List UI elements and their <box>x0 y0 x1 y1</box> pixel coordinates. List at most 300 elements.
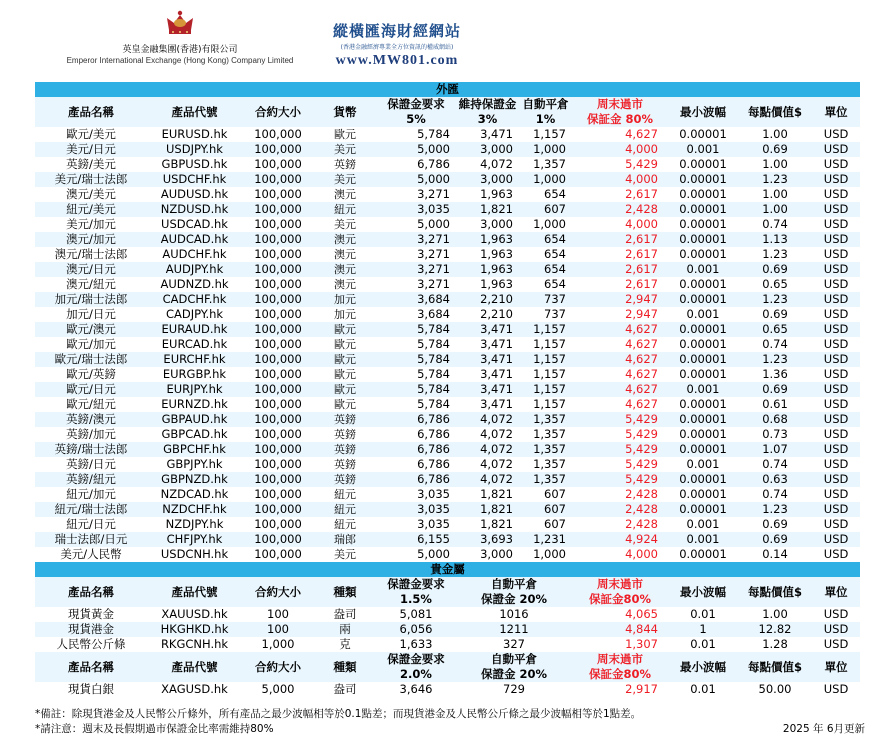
table-cell: 6,786 <box>376 472 456 487</box>
table-cell: AUDCHF.hk <box>162 247 227 261</box>
table-cell: 654 <box>519 262 572 277</box>
table-cell: 美元 <box>334 218 356 231</box>
table-cell: USD <box>823 157 849 171</box>
table-cell: 兩 <box>314 622 376 637</box>
column-header-label: 自動平倉 <box>491 577 537 591</box>
table-cell: 2,617 <box>625 277 658 291</box>
table-cell: 2,210 <box>456 292 519 307</box>
table-cell: 5,784 <box>417 127 450 141</box>
column-header-label: 自動平倉 <box>522 97 569 111</box>
table-cell: 澳元 <box>334 188 356 201</box>
table-cell: 0.00001 <box>679 277 727 291</box>
table-cell: 1.23 <box>738 502 812 517</box>
table-row <box>35 412 860 427</box>
table-cell: 1,963 <box>480 247 513 261</box>
table-cell: USDCNH.hk <box>160 547 229 561</box>
table-cell: 0.01 <box>690 637 716 651</box>
table-cell: 英鎊/日元 <box>66 457 116 471</box>
table-cell: 3,271 <box>376 262 456 277</box>
table-cell: 0.65 <box>762 277 788 291</box>
table-cell: 654 <box>519 232 572 247</box>
table-cell: 歐元 <box>334 398 356 411</box>
table-cell: 100,000 <box>254 457 302 471</box>
table-cell: USD <box>823 637 849 651</box>
column-header <box>812 97 860 127</box>
table-cell: 100,000 <box>242 142 314 157</box>
table-cell: USD <box>812 142 860 157</box>
table-cell: 100,000 <box>242 262 314 277</box>
table-cell: 歐元/英鎊 <box>66 367 116 381</box>
table-cell: 1,821 <box>456 502 519 517</box>
table-cell: 100,000 <box>254 127 302 141</box>
table-cell: 1,821 <box>480 517 513 531</box>
table-cell: 瑞郎 <box>314 532 376 547</box>
table-cell: 3,646 <box>399 682 433 696</box>
column-header <box>456 652 572 682</box>
column-header-label: 最小波幅 <box>680 585 726 599</box>
table-cell: 2,428 <box>572 502 668 517</box>
table-cell: 100 <box>267 607 289 621</box>
table-cell: 1,963 <box>456 262 519 277</box>
table-cell: 歐元/美元 <box>66 127 116 141</box>
table-cell: 1,963 <box>456 232 519 247</box>
site-tagline: (香港金融經濟專業全方位資訊的權威網站) <box>340 44 454 51</box>
table-cell: 澳元/瑞士法郎 <box>54 247 128 261</box>
table-cell: 英鎊/紐元 <box>35 472 147 487</box>
table-cell: 4,627 <box>572 322 668 337</box>
table-cell: CADCHF.hk <box>147 292 242 307</box>
column-header-label: 合約大小 <box>255 585 301 599</box>
table-cell: 英鎊/澳元 <box>35 412 147 427</box>
table-cell: 1,357 <box>533 457 566 471</box>
column-header-label: 周末過市 <box>597 97 643 111</box>
table-cell: 0.69 <box>738 532 812 547</box>
table-cell: 0.69 <box>738 382 812 397</box>
column-header <box>242 577 314 607</box>
table-cell: 5,000 <box>417 217 450 231</box>
table-cell: 654 <box>544 187 566 201</box>
table-cell: 英鎊/瑞士法郎 <box>35 442 147 457</box>
table-cell: 1.36 <box>762 367 788 381</box>
table-cell: 2,947 <box>572 292 668 307</box>
table-cell: 3,035 <box>376 502 456 517</box>
column-header-sub: 1% <box>535 112 556 126</box>
table-row <box>35 367 860 382</box>
table-cell: 現貨白銀 <box>68 682 114 696</box>
table-cell: USD <box>823 607 849 621</box>
table-cell: 100,000 <box>242 292 314 307</box>
table-cell: 4,627 <box>625 367 658 381</box>
table-cell: 0.00001 <box>668 232 738 247</box>
column-header-label: 合約大小 <box>255 105 301 119</box>
table-cell: 歐元 <box>334 368 356 381</box>
table-cell: 4,627 <box>572 352 668 367</box>
table-row <box>35 127 860 142</box>
table-cell: 6,155 <box>376 532 456 547</box>
table-cell: EURNZD.hk <box>161 397 228 411</box>
column-header <box>242 652 314 682</box>
table-row <box>35 202 860 217</box>
table-cell: 3,000 <box>480 547 513 561</box>
table-cell: 0.00001 <box>679 247 727 261</box>
table-cell: 737 <box>544 307 566 321</box>
table-cell: GBPCHF.hk <box>147 442 242 457</box>
table-cell: 0.69 <box>762 517 788 531</box>
table-cell: 0.69 <box>738 142 812 157</box>
table-cell: 0.00001 <box>668 172 738 187</box>
table-cell: 0.74 <box>762 487 788 501</box>
table-row <box>35 157 860 172</box>
table-cell: 100,000 <box>242 442 314 457</box>
table-cell: 1.00 <box>762 127 788 141</box>
column-header <box>314 97 376 127</box>
table-cell: 0.001 <box>686 517 720 531</box>
table-cell: 4,065 <box>625 607 658 621</box>
table-cell: 英鎊/加元 <box>66 427 116 441</box>
table-cell: 盎司 <box>333 607 357 621</box>
table-row <box>35 217 860 232</box>
table-cell: 歐元 <box>314 352 376 367</box>
table-row <box>35 172 860 187</box>
table-cell: 100,000 <box>242 502 314 517</box>
table-row <box>35 547 860 562</box>
column-header-sub: 保証金 80% <box>586 112 654 126</box>
section-title: 外匯 <box>35 82 860 97</box>
table-cell: 4,000 <box>572 172 668 187</box>
table-cell: 4,072 <box>456 472 519 487</box>
table-cell: 3,471 <box>480 397 513 411</box>
table-cell: 加元 <box>314 292 376 307</box>
table-cell: 歐元/日元 <box>35 382 147 397</box>
column-header <box>456 577 572 607</box>
table-cell: USD <box>812 502 860 517</box>
table-cell: 4,000 <box>572 142 668 157</box>
note-min-tick: *備註：除現貨港金及人民幣公斤條外，所有產品之最少波幅相等於0.1點差；而現貨港金及人民幣公斤條之最少波幅相等於1點差。 <box>35 708 642 720</box>
table-cell: 100,000 <box>254 427 302 441</box>
table-cell: 5,429 <box>572 472 668 487</box>
table-cell: 1,633 <box>399 637 433 651</box>
table-cell: USD <box>823 337 849 351</box>
table-cell: 100,000 <box>242 472 314 487</box>
table-cell: 歐元 <box>314 322 376 337</box>
table-cell: 2,947 <box>625 307 658 321</box>
table-cell: 4,627 <box>625 397 658 411</box>
table-cell: 100,000 <box>242 172 314 187</box>
table-cell: GBPCAD.hk <box>161 427 228 441</box>
table-cell: USDCAD.hk <box>161 217 228 231</box>
table-cell: 加元/瑞士法郎 <box>35 292 147 307</box>
column-header <box>668 97 738 127</box>
table-cell: EURUSD.hk <box>161 127 228 141</box>
table-cell: USD <box>812 532 860 547</box>
table-cell: 5,429 <box>625 157 658 171</box>
column-header-sub: 3% <box>477 112 498 126</box>
table-cell: 100,000 <box>242 382 314 397</box>
table-cell: 100,000 <box>254 187 302 201</box>
table-cell: 2,617 <box>572 262 668 277</box>
column-header-label: 產品名稱 <box>68 585 114 599</box>
column-header-label: 保證金要求 <box>387 577 445 591</box>
table-cell: 4,072 <box>456 442 519 457</box>
table-cell: 100,000 <box>242 352 314 367</box>
table-row <box>35 637 860 652</box>
site-url[interactable]: www.MW801.com <box>335 53 459 68</box>
table-cell: 1,357 <box>519 442 572 457</box>
table-cell: 5,784 <box>417 397 450 411</box>
table-cell: USD <box>812 382 860 397</box>
column-header-label: 最小波幅 <box>680 660 726 674</box>
table-cell: 12.82 <box>738 622 812 637</box>
table-cell: USD <box>823 457 849 471</box>
company-logo <box>60 10 300 65</box>
table-cell: 1,157 <box>519 322 572 337</box>
table-cell: 5,000 <box>417 547 450 561</box>
table-cell: 瑞士法郎/日元 <box>35 532 147 547</box>
column-header <box>456 97 519 127</box>
table-cell: EURCAD.hk <box>161 337 228 351</box>
table-cell: NZDCHF.hk <box>147 502 242 517</box>
table-cell: 0.001 <box>686 307 720 321</box>
table-cell: 1,000 <box>533 547 566 561</box>
table-cell: 5,000 <box>376 142 456 157</box>
table-cell: CADJPY.hk <box>165 307 224 321</box>
table-cell: 3,271 <box>376 232 456 247</box>
table-cell: 0.00001 <box>679 397 727 411</box>
column-header <box>812 652 860 682</box>
table-row <box>35 292 860 307</box>
table-cell: 1,357 <box>533 157 566 171</box>
table-cell: 1.23 <box>738 352 812 367</box>
table-cell: GBPJPY.hk <box>166 457 223 471</box>
table-cell: 1.23 <box>762 247 788 261</box>
table-cell: 654 <box>544 277 566 291</box>
table-cell: 澳元 <box>334 248 356 261</box>
table-cell: 2,210 <box>480 307 513 321</box>
table-cell: 100,000 <box>254 547 302 561</box>
table-row <box>35 322 860 337</box>
table-cell: 1.23 <box>738 292 812 307</box>
table-cell: 100,000 <box>254 157 302 171</box>
table-cell: 1 <box>668 622 738 637</box>
table-cell: 2,617 <box>625 247 658 261</box>
table-row <box>35 682 860 697</box>
table-cell: 6,786 <box>417 427 450 441</box>
table-cell: 加元 <box>334 308 356 321</box>
table-cell: HKGHKD.hk <box>147 622 242 637</box>
table-cell: 5,081 <box>399 607 433 621</box>
table-cell: USD <box>812 442 860 457</box>
table-cell: 3,684 <box>417 307 450 321</box>
table-cell: 美元/人民幣 <box>60 547 122 561</box>
column-header <box>738 97 812 127</box>
table-cell: 1,157 <box>519 382 572 397</box>
table-cell: 2,617 <box>625 187 658 201</box>
table-cell: 4,000 <box>625 217 658 231</box>
table-cell: 澳元 <box>314 262 376 277</box>
table-cell: 人民幣公斤條 <box>56 637 126 651</box>
column-header-label: 產品代號 <box>171 105 218 119</box>
table-cell: NZDCAD.hk <box>160 487 229 501</box>
table-cell: 100,000 <box>242 322 314 337</box>
table-cell: 0.01 <box>690 682 716 696</box>
table-cell: USD <box>823 307 849 321</box>
header-row <box>35 652 860 682</box>
table-cell: 4,627 <box>625 337 658 351</box>
table-cell: AUDUSD.hk <box>160 187 229 201</box>
table-cell: 3,000 <box>456 172 519 187</box>
table-cell: USDCHF.hk <box>147 172 242 187</box>
table-cell: USD <box>812 622 860 637</box>
table-cell: 1,231 <box>519 532 572 547</box>
table-cell: 3,271 <box>417 187 450 201</box>
table-row <box>35 247 860 262</box>
table-cell: 英鎊/美元 <box>66 157 116 171</box>
table-cell: USD <box>823 517 849 531</box>
crown-icon <box>165 10 195 36</box>
table-cell: 紐元/美元 <box>35 202 147 217</box>
table-cell: 英鎊 <box>314 472 376 487</box>
column-header <box>519 97 572 127</box>
table-cell: 紐元 <box>334 518 356 531</box>
column-header-sub: 5% <box>406 112 426 126</box>
table-cell: 0.001 <box>668 532 738 547</box>
table-cell: USD <box>823 427 849 441</box>
table-row <box>35 502 860 517</box>
page-header <box>0 0 887 80</box>
table-cell: 2,917 <box>625 682 658 696</box>
table-cell: 5,000 <box>376 172 456 187</box>
table-cell: USD <box>823 247 849 261</box>
column-header-label: 每點價值$ <box>747 105 802 119</box>
table-cell: 3,271 <box>417 247 450 261</box>
table-cell: 澳元/紐元 <box>66 277 116 291</box>
table-cell: 1,000 <box>533 217 566 231</box>
table-cell: XAGUSD.hk <box>161 682 228 696</box>
table-cell: 1,157 <box>533 337 566 351</box>
column-header-label: 單位 <box>824 660 848 674</box>
table-cell: 1.13 <box>738 232 812 247</box>
column-header-label: 種類 <box>333 585 357 599</box>
table-cell: 1,821 <box>456 202 519 217</box>
table-cell: USD <box>823 367 849 381</box>
table-row <box>35 187 860 202</box>
column-header <box>35 652 147 682</box>
table-cell: 0.00001 <box>668 442 738 457</box>
table-cell: 5,429 <box>572 412 668 427</box>
table-cell: USD <box>812 412 860 427</box>
table-cell: XAUUSD.hk <box>161 607 228 621</box>
table-cell: 3,000 <box>480 217 513 231</box>
table-cell: 紐元 <box>314 202 376 217</box>
table-cell: 0.74 <box>762 337 788 351</box>
table-cell: 0.65 <box>738 322 812 337</box>
table-cell: 2,428 <box>625 487 658 501</box>
column-header <box>314 577 376 607</box>
table-row <box>35 262 860 277</box>
table-cell: USDJPY.hk <box>147 142 242 157</box>
table-cell: CHFJPY.hk <box>147 532 242 547</box>
column-header-label: 保證金要求 <box>387 652 445 666</box>
column-header-label: 產品名稱 <box>68 660 114 674</box>
table-cell: 3,471 <box>480 337 513 351</box>
table-cell: 6,786 <box>417 157 450 171</box>
table-cell: 歐元/瑞士法郎 <box>35 352 147 367</box>
table-cell: USD <box>812 262 860 277</box>
table-cell: 1,157 <box>519 352 572 367</box>
table-cell: AUDCAD.hk <box>147 232 242 247</box>
table-cell: 0.69 <box>738 262 812 277</box>
table-cell: 1,357 <box>519 472 572 487</box>
table-cell: 100,000 <box>254 397 302 411</box>
table-cell: 英鎊 <box>314 412 376 427</box>
column-header-label: 維持保證金 <box>458 97 517 111</box>
table-row <box>35 397 860 412</box>
table-cell: USD <box>823 682 849 696</box>
table-cell: 1,307 <box>625 637 658 651</box>
table-cell: 1,000 <box>519 172 572 187</box>
table-cell: 100,000 <box>254 277 302 291</box>
table-cell: 澳元 <box>314 232 376 247</box>
table-cell: 美元 <box>334 548 356 561</box>
table-cell: 100,000 <box>254 247 302 261</box>
table-cell: 729 <box>503 682 525 696</box>
company-name-cn: 英皇金融集團(香港)有限公司 <box>122 45 238 55</box>
table-cell: 3,471 <box>456 382 519 397</box>
table-row <box>35 532 860 547</box>
column-header-sub: 1.5% <box>400 592 432 606</box>
column-header-sub: 保証金80% <box>588 667 652 681</box>
table-cell: 現貨黃金 <box>68 607 114 621</box>
table-cell: USD <box>823 187 849 201</box>
table-cell: 1.00 <box>762 607 788 621</box>
table-cell: 1,157 <box>533 367 566 381</box>
table-cell: 1,157 <box>533 127 566 141</box>
table-cell: 607 <box>519 502 572 517</box>
table-cell: 歐元 <box>314 382 376 397</box>
column-header-sub: 保證金 20% <box>480 667 548 681</box>
column-header-sub: 保証金80% <box>588 592 652 606</box>
table-cell: 0.001 <box>686 457 720 471</box>
table-cell: 5,429 <box>625 457 658 471</box>
table-cell: 盎司 <box>333 682 357 696</box>
table-cell: 4,072 <box>480 457 513 471</box>
table-cell: 6,786 <box>417 457 450 471</box>
table-cell: 100,000 <box>254 367 302 381</box>
table-cell: 100,000 <box>254 307 302 321</box>
table-cell: 5,784 <box>376 382 456 397</box>
table-cell: 1016 <box>499 607 529 621</box>
column-header <box>668 652 738 682</box>
table-cell: 0.00001 <box>668 352 738 367</box>
table-cell: 100,000 <box>254 487 302 501</box>
table-cell: 4,844 <box>572 622 668 637</box>
table-cell: GBPNZD.hk <box>147 472 242 487</box>
column-header <box>147 97 242 127</box>
table-cell: USD <box>812 172 860 187</box>
table-cell: USD <box>812 292 860 307</box>
column-header <box>376 652 456 682</box>
table-row <box>35 142 860 157</box>
table-cell: 100,000 <box>242 202 314 217</box>
table-cell: 0.00001 <box>668 412 738 427</box>
table-cell: 歐元 <box>334 338 356 351</box>
column-header-sub: 2.0% <box>400 667 432 681</box>
forex-section-bar <box>35 82 860 97</box>
column-header-label: 貨幣 <box>333 105 357 119</box>
table-cell: 0.00001 <box>668 502 738 517</box>
table-cell: 0.69 <box>762 307 788 321</box>
table-cell: 3,471 <box>480 367 513 381</box>
